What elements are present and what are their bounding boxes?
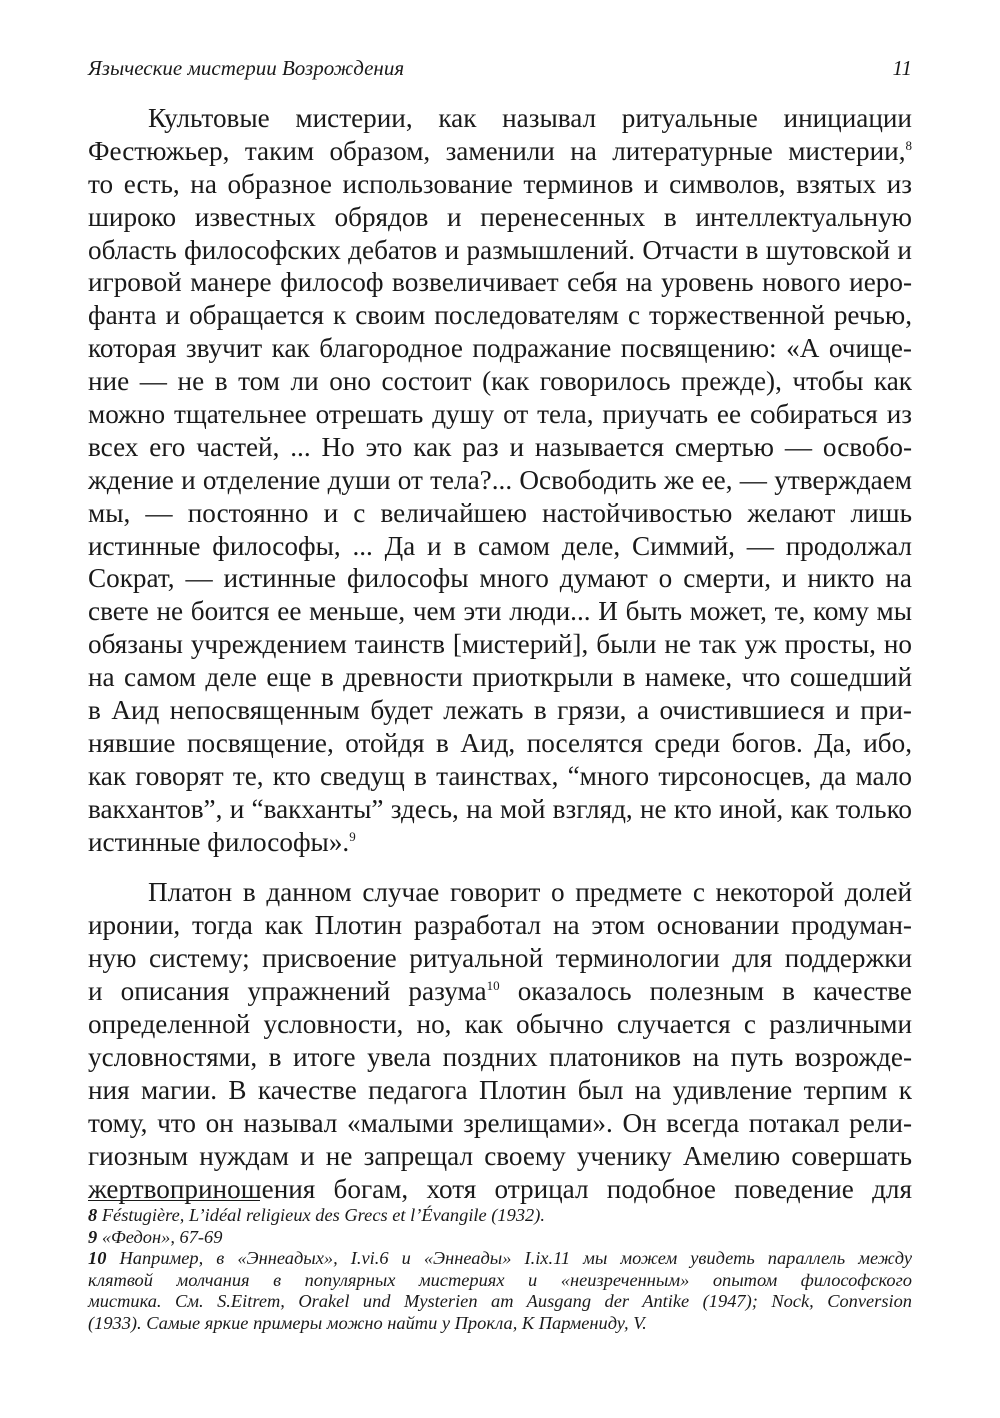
text-line: Сократ, — истинные философы много думают о смерти, и никто на bbox=[88, 563, 912, 594]
paragraph-1 bbox=[88, 102, 912, 858]
text-line: ждение и отделение души от тела?... Освободить же ее, — утверждаем bbox=[88, 464, 912, 495]
footnote-line: мистика. См. S.Eitrem, Orakel und Mysterien am Ausgang der Antike (1947); Nock, Conversion bbox=[88, 1291, 912, 1312]
footnote-ref-9[interactable]: 9 bbox=[349, 828, 356, 844]
page-header bbox=[88, 56, 912, 86]
text-line: свете не боится ее меньше, чем эти люди... И быть может, те, кому мы bbox=[88, 596, 912, 627]
text-line: всех его частей, ... Но это как раз и называется смертью — освобо- bbox=[88, 431, 912, 462]
footnote-line: клятвой молчания в популярных мистериях и «неизреченным» опытом философского bbox=[88, 1269, 912, 1290]
text-line: и описания упражнений разума$^{10}$ оказалось полезным в качестве bbox=[88, 976, 912, 1007]
text-line: на самом деле еще в древности приоткрыли в намеке, что сошедший bbox=[88, 662, 912, 693]
text-line: в Аид непосвященным будет лежать в грязи, а очистившиеся и при- bbox=[88, 695, 912, 726]
text-line: игровой манере философ возвеличивает себя на уровень нового иеро- bbox=[88, 267, 912, 298]
footnote-line: (1933). Самые яркие примеры можно найти у Прокла, К Пармениду, V. bbox=[88, 1312, 647, 1333]
footnote-10: 10 Например, в «Эннеадых», I.vi.6 и «Эннеады» I.ix.11 мы можем увидеть параллель между bbox=[88, 1248, 912, 1269]
text-line: можно тщательнее отрешать душу от тела, приучать ее собираться из bbox=[88, 399, 912, 430]
text-line: истинные философы, ... Да и в самом деле, Симмий, — продолжал bbox=[88, 530, 912, 561]
paragraph-2 bbox=[88, 876, 912, 1205]
text-line: условностями, в итоге увела поздних платоников на путь возрожде- bbox=[88, 1041, 912, 1072]
text-line: ния магии. В качестве педагога Плотин был на удивление терпим к bbox=[88, 1074, 912, 1105]
text-line: истинные философы».$^9$ bbox=[88, 826, 356, 857]
text-line: иронии, тогда как Плотин разработал на этом основании продуман- bbox=[88, 910, 912, 941]
text-line: вакхантов”, и “вакханты” здесь, на мой взгляд, не кто иной, как только bbox=[88, 793, 912, 824]
footnote-number: 8 bbox=[88, 1205, 98, 1225]
text-line: нявшие посвящение, отойдя в Аид, поселятся среди богов. Да, ибо, bbox=[88, 727, 912, 758]
footnote-ref-10[interactable]: 10 bbox=[486, 978, 500, 994]
text-line: определенной условности, но, как обычно случается с различными bbox=[88, 1009, 912, 1040]
text-line: то есть, на образное использование терминов и символов, взятых из bbox=[88, 168, 912, 199]
running-title: Языческие мистерии Возрождения bbox=[88, 56, 405, 80]
text-line: область философских дебатов и размышлений. Отчасти в шутовской и bbox=[88, 234, 912, 265]
text-line: которая звучит как благородное подражание посвящению: «А очище- bbox=[88, 333, 912, 364]
text-line: тому, что он называл «малыми зрелищами». Он всегда потакал рели- bbox=[88, 1107, 912, 1138]
footnote-number: 10 bbox=[88, 1248, 107, 1269]
footnote-8: 8 Féstugière, L’idéal religieux des Grecs et l’Évangile (1932). bbox=[88, 1205, 545, 1225]
text-line: широко известных обрядов и перенесенных в интеллектуальную bbox=[88, 201, 912, 232]
footnotes bbox=[88, 1205, 912, 1335]
footnote-ref-8[interactable]: 8 bbox=[905, 137, 912, 153]
text-line: как говорят те, кто сведущ в таинствах, “много тирсоносцев, да мало bbox=[88, 760, 912, 791]
footnote-9: 9 «Федон», 67-69 bbox=[88, 1226, 223, 1247]
page-number: 11 bbox=[892, 56, 912, 80]
text-line: жертвоприношения богам, хотя отрицал подобное поведение для bbox=[88, 1173, 912, 1204]
text-line: Платон в данном случае говорит о предмете с некоторой долей bbox=[148, 877, 912, 908]
text-line: Фестюжьер, таким образом, заменили на литературные мистерии,$^8$ bbox=[88, 135, 912, 166]
text-line: ную систему; присвоение ритуальной терминологии для поддержки bbox=[88, 943, 912, 974]
text-line: обязаны учреждением таинств [мистерий], были не так уж просты, но bbox=[88, 629, 912, 660]
text-line: фанта и обращается к своим последователям с торжественной речью, bbox=[88, 300, 912, 331]
text-line: гиозным нуждам и не запрещал своему ученику Амелию совершать bbox=[88, 1140, 912, 1171]
text-line: мы, — постоянно и с величайшею настойчивостью желают лишь bbox=[88, 497, 912, 528]
footnote-separator bbox=[88, 1200, 260, 1201]
footnote-number: 9 bbox=[88, 1226, 98, 1247]
text-line: Культовые мистерии, как называл ритуальные инициации bbox=[148, 103, 912, 133]
main-text bbox=[88, 102, 912, 1205]
text-line: ние — не в том ли оно состоит (как говорилось прежде), чтобы как bbox=[88, 366, 912, 397]
